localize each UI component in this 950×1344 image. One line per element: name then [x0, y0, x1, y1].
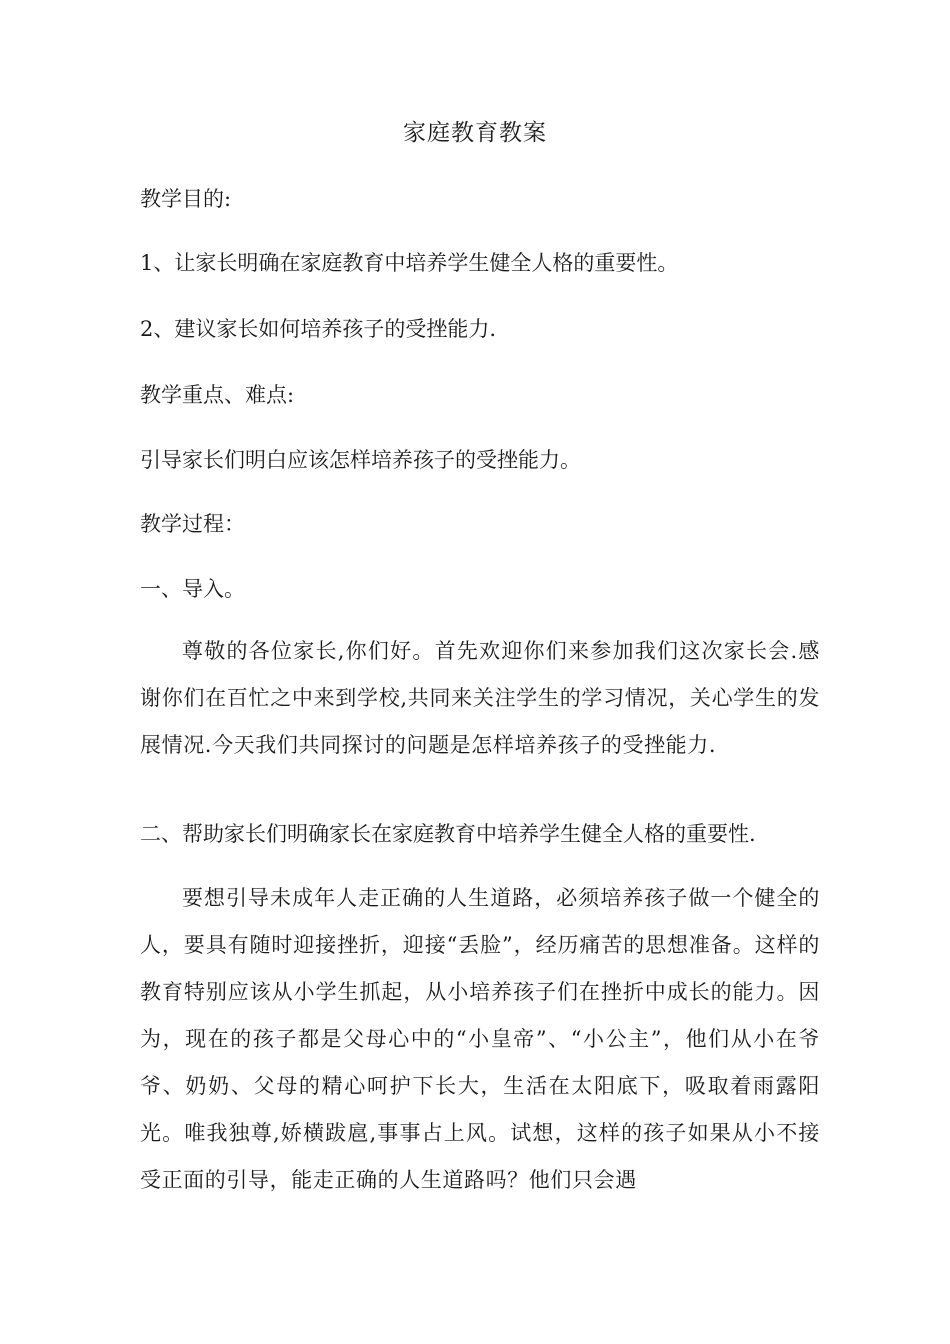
objective-item-1: 1、让家长明确在家庭教育中培养学生健全人格的重要性。	[140, 251, 679, 275]
key-points-text: 引导家长们明白应该怎样培养孩子的受挫能力。	[140, 448, 581, 472]
section-1-paragraph: 尊敬的各位家长,你们好。首先欢迎你们来参加我们这次家长会.感谢你们在百忙之中来到学校,共同来关注学生的学习情况，关心学生的发展情况.今天我们共同探讨的问题是怎样培养孩子的受挫能力.	[140, 639, 820, 757]
process-heading: 教学过程：	[140, 512, 245, 536]
objective-item-2: 2、建议家长如何培养孩子的受挫能力.	[140, 317, 497, 341]
section-2-heading: 二、帮助家长们明确家长在家庭教育中培养学生健全人格的重要性.	[140, 822, 756, 846]
document-title: 家庭教育教案	[403, 120, 547, 146]
section-1-heading: 一、导入。	[140, 577, 245, 601]
objectives-heading: 教学目的:	[140, 187, 232, 211]
section-2-paragraph: 要想引导未成年人走正确的人生道路，必须培养孩子做一个健全的人，要具有随时迎接挫折，迎接“丢脸”，经历痛苦的思想准备。这样的教育特别应该从小学生抓起，从小培养孩子们在挫折中成长的能力。因为，现在的孩子都是父母心中的“小皇帝”、“小公主”，他们从小在爷爷、奶奶、父母的精心呵护下长大，生活在太阳底下，吸取着雨露阳光。唯我独尊,娇横跋扈,事事占上风。试想，这样的孩子如果从小不接受正面的引导，能走正确的人生道路吗？他们只会遇	[140, 886, 820, 1192]
key-points-heading: 教学重点、难点:	[140, 383, 295, 407]
